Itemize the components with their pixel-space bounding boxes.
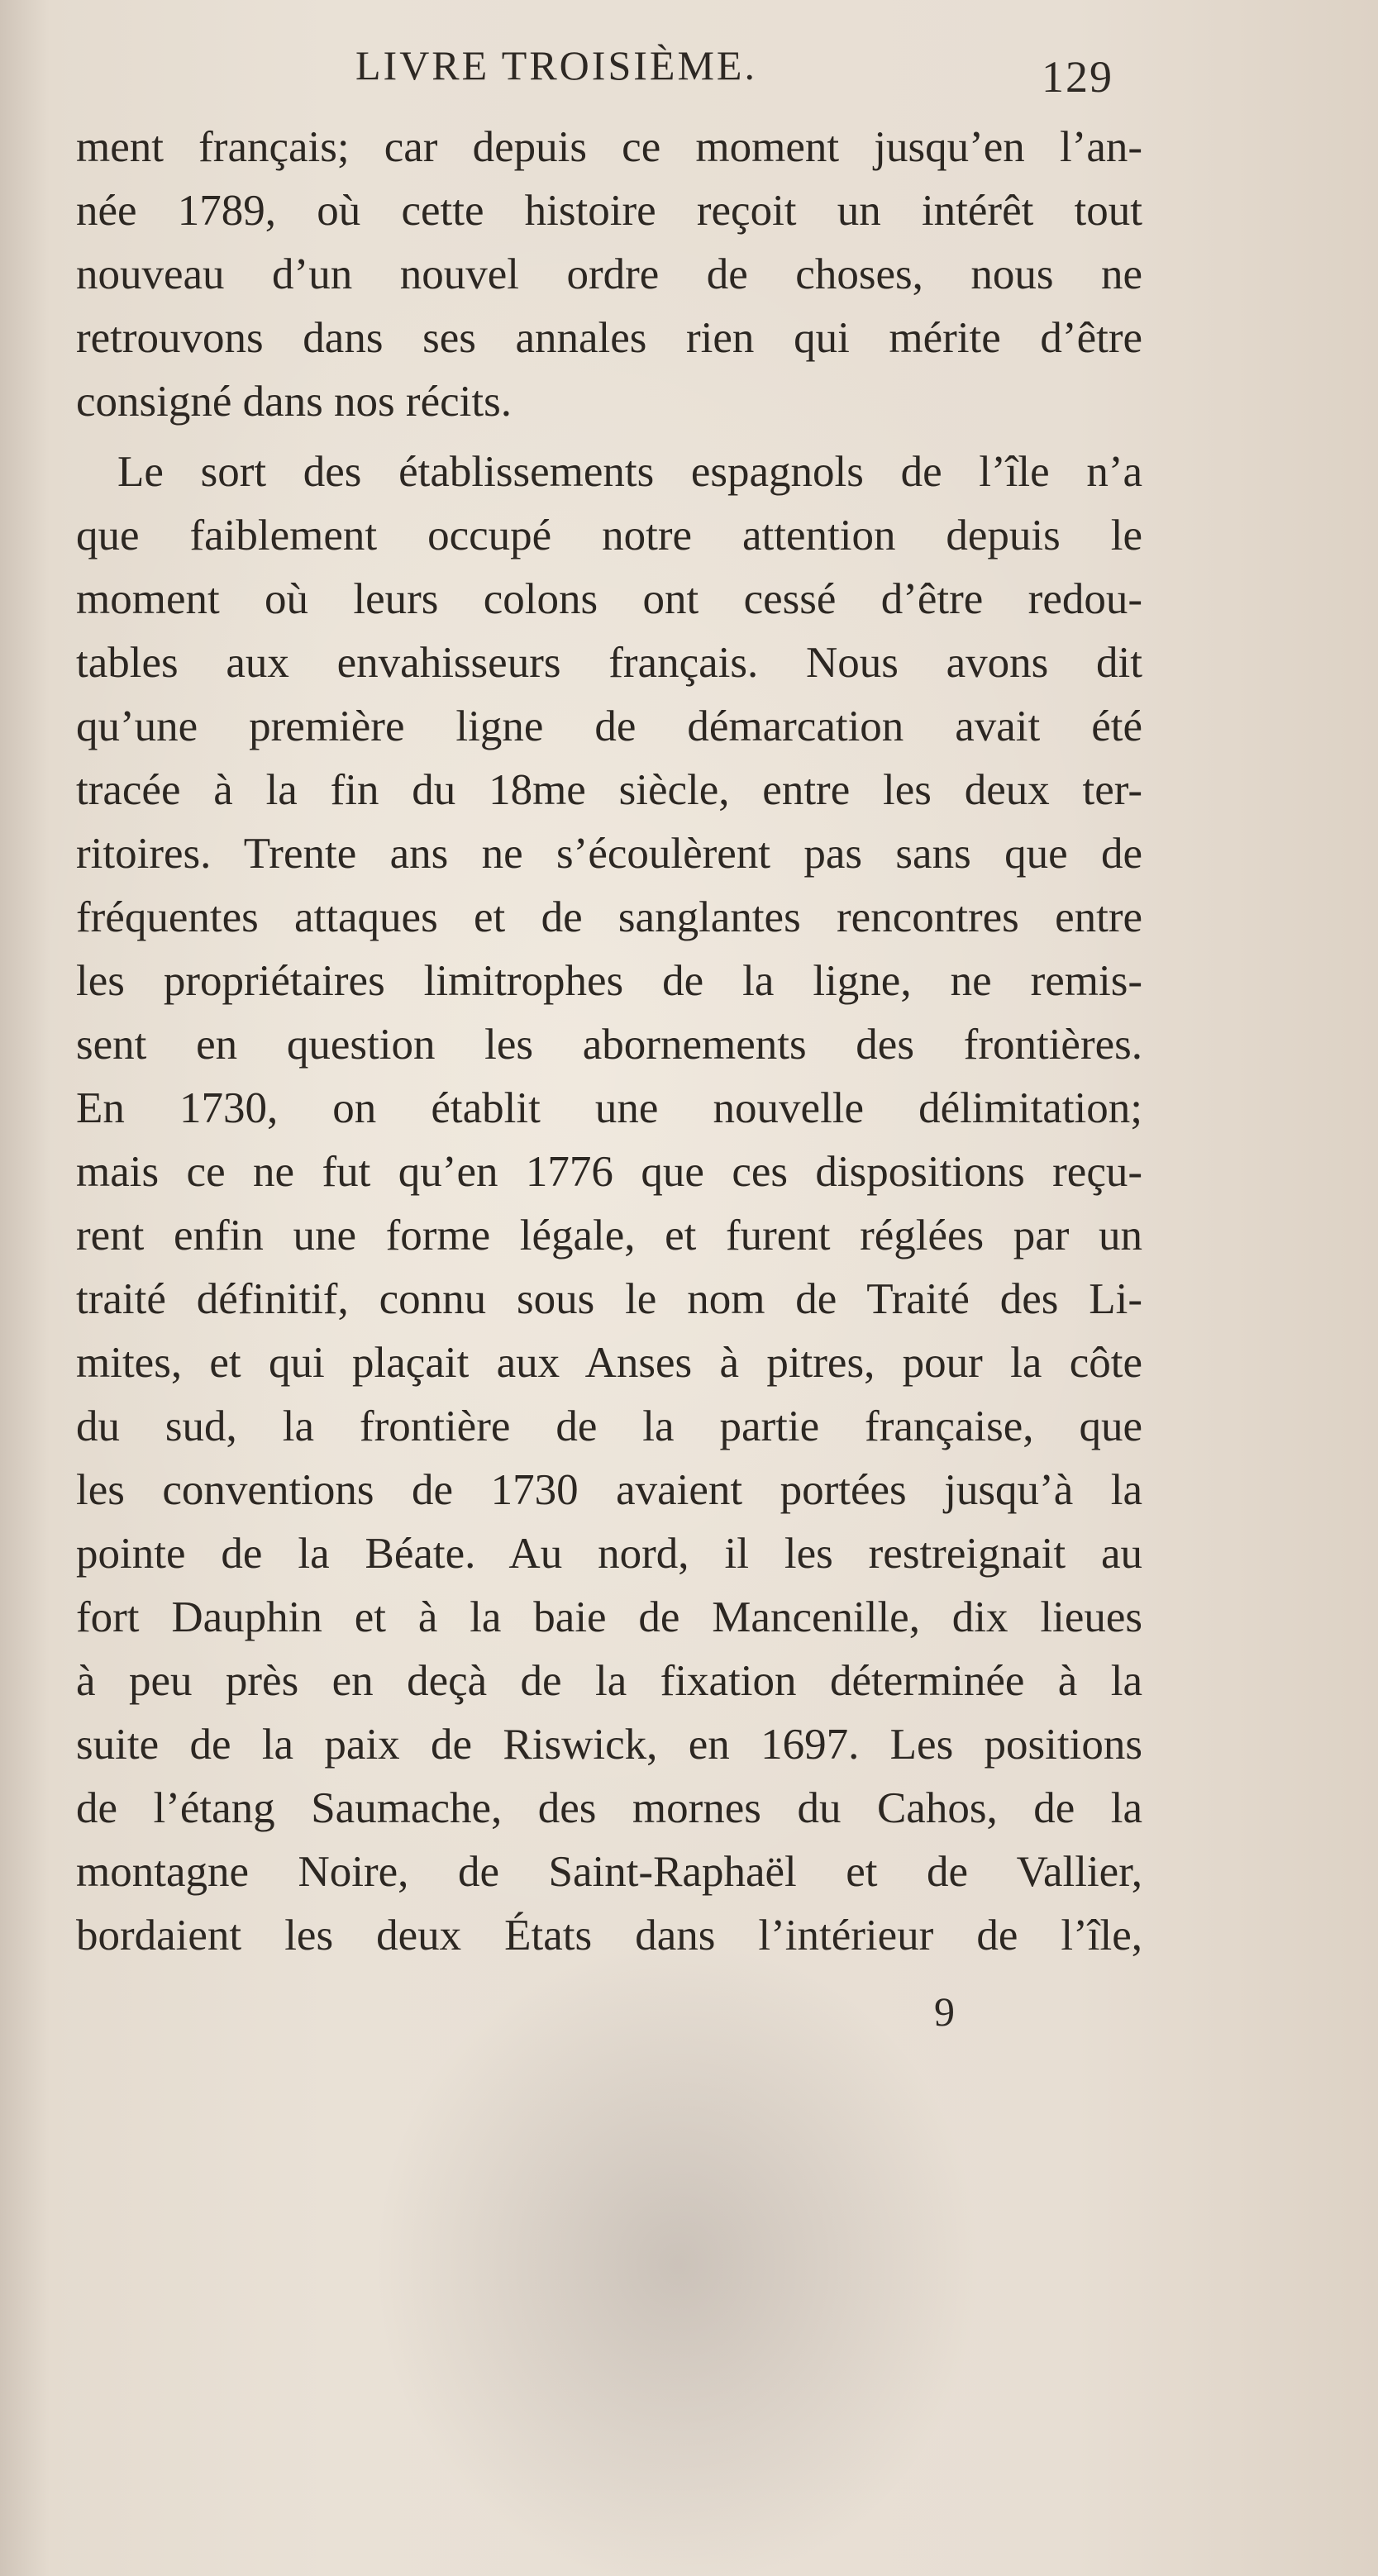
text-line: mais ce ne fut qu’en 1776 que ces dispositions reçu- <box>76 1148 1142 1196</box>
text-line: du sud, la frontière de la partie française, que <box>76 1402 1142 1450</box>
text-line: bordaient les deux États dans l’intérieur de l’île, <box>76 1912 1142 1959</box>
text-line: retrouvons dans ses annales rien qui mérite d’être <box>76 314 1142 362</box>
text-line: mites, et qui plaçait aux Anses à pitres, pour la côte <box>76 1339 1142 1387</box>
paragraph-gap <box>76 434 1142 440</box>
paragraph <box>76 116 1142 434</box>
page-number: 129 <box>1042 52 1113 102</box>
text-line: à peu près en deçà de la fixation déterminée à la <box>76 1657 1142 1705</box>
text-line: les conventions de 1730 avaient portées jusqu’à la <box>76 1466 1142 1514</box>
text-line: de l’étang Saumache, des mornes du Cahos, de la <box>76 1784 1142 1832</box>
text-line: moment où leurs colons ont cessé d’être redou- <box>76 575 1142 623</box>
text-line: pointe de la Béate. Au nord, il les restreignait au <box>76 1530 1142 1578</box>
text-line: qu’une première ligne de démarcation avait été <box>76 702 1142 750</box>
text-line: nouveau d’un nouvel ordre de choses, nous ne <box>76 250 1142 298</box>
signature-mark: 9 <box>934 1988 955 2035</box>
running-title: LIVRE TROISIÈME. <box>355 42 757 88</box>
text-line: née 1789, où cette histoire reçoit un intérêt tout <box>76 187 1142 235</box>
text-line: traité définitif, connu sous le nom de Traité des Li- <box>76 1275 1142 1323</box>
text-line: que faiblement occupé notre attention depuis le <box>76 512 1142 559</box>
text-line: tables aux envahisseurs français. Nous avons dit <box>76 639 1142 687</box>
text-line: tracée à la fin du 18me siècle, entre les deux ter- <box>76 766 1142 814</box>
text-line: montagne Noire, de Saint-Raphaël et de Vallier, <box>76 1848 1142 1896</box>
text-line: consigné dans nos récits. <box>76 378 512 426</box>
body-text <box>76 116 1142 1968</box>
text-line: Le sort des établissements espagnols de l’île n’a <box>117 448 1142 496</box>
page-header <box>0 33 1378 116</box>
paragraph <box>76 440 1142 1968</box>
text-line: fréquentes attaques et de sanglantes rencontres entre <box>76 893 1142 941</box>
text-line: suite de la paix de Riswick, en 1697. Les positions <box>76 1721 1142 1769</box>
text-line: rent enfin une forme légale, et furent réglées par un <box>76 1212 1142 1259</box>
text-line: En 1730, on établit une nouvelle délimitation; <box>76 1084 1142 1132</box>
text-line: sent en question les abornements des frontières. <box>76 1021 1142 1069</box>
text-line: fort Dauphin et à la baie de Mancenille, dix lieues <box>76 1593 1142 1641</box>
text-line: ritoires. Trente ans ne s’écoulèrent pas sans que de <box>76 830 1142 878</box>
text-line: les propriétaires limitrophes de la ligne, ne remis- <box>76 957 1142 1005</box>
text-line: ment français; car depuis ce moment jusqu’en l’an- <box>76 123 1142 171</box>
